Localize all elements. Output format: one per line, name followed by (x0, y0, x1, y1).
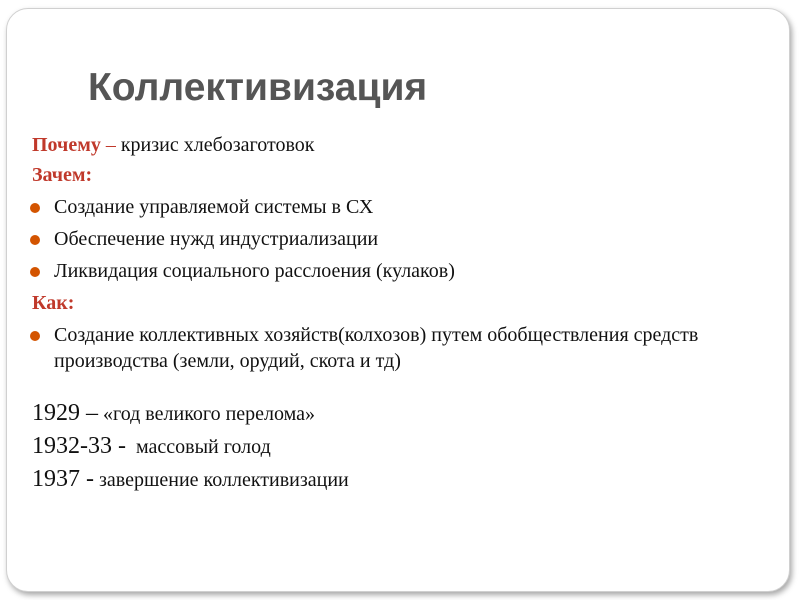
timeline-year: 1937 - (32, 466, 94, 492)
bullet-dot-icon (30, 235, 40, 245)
what-for-label: Зачем: (32, 164, 93, 186)
why-text: кризис хлебозаготовок (120, 134, 315, 156)
why-line (32, 132, 772, 158)
timeline-item (32, 398, 772, 431)
timeline-text: завершение коллективизации (94, 469, 349, 491)
timeline-year: 1929 – (32, 400, 98, 426)
timeline-text: массовый голод (125, 436, 271, 458)
timeline-item (32, 431, 772, 464)
list-item (32, 258, 772, 284)
why-dash: – (100, 134, 121, 156)
timeline-item (32, 464, 772, 497)
why-label: Почему (32, 134, 101, 156)
timeline-text: «год великого перелома» (98, 403, 316, 425)
list-item (32, 194, 772, 220)
list-item (32, 226, 772, 252)
slide-title: Коллективизация (88, 66, 428, 109)
bullet-dot-icon (30, 267, 40, 277)
list-item-text: Обеспечение нужд индустриализации (54, 228, 379, 250)
list-item-text: Создание коллективных хозяйств(колхозов) путем обобществления средств производства (земли, орудий, скота и тд) (54, 324, 699, 372)
list-item-text: Ликвидация социального расслоения (кулаков) (54, 260, 455, 282)
bullet-dot-icon (30, 331, 40, 341)
timeline-year: 1932-33 - (32, 433, 126, 459)
slide-content (32, 132, 772, 497)
how-list (32, 322, 772, 374)
how-label: Как: (32, 292, 75, 314)
what-for-list (32, 194, 772, 284)
list-item (32, 322, 754, 374)
bullet-dot-icon (30, 203, 40, 213)
list-item-text: Создание управляемой системы в СХ (54, 196, 374, 218)
